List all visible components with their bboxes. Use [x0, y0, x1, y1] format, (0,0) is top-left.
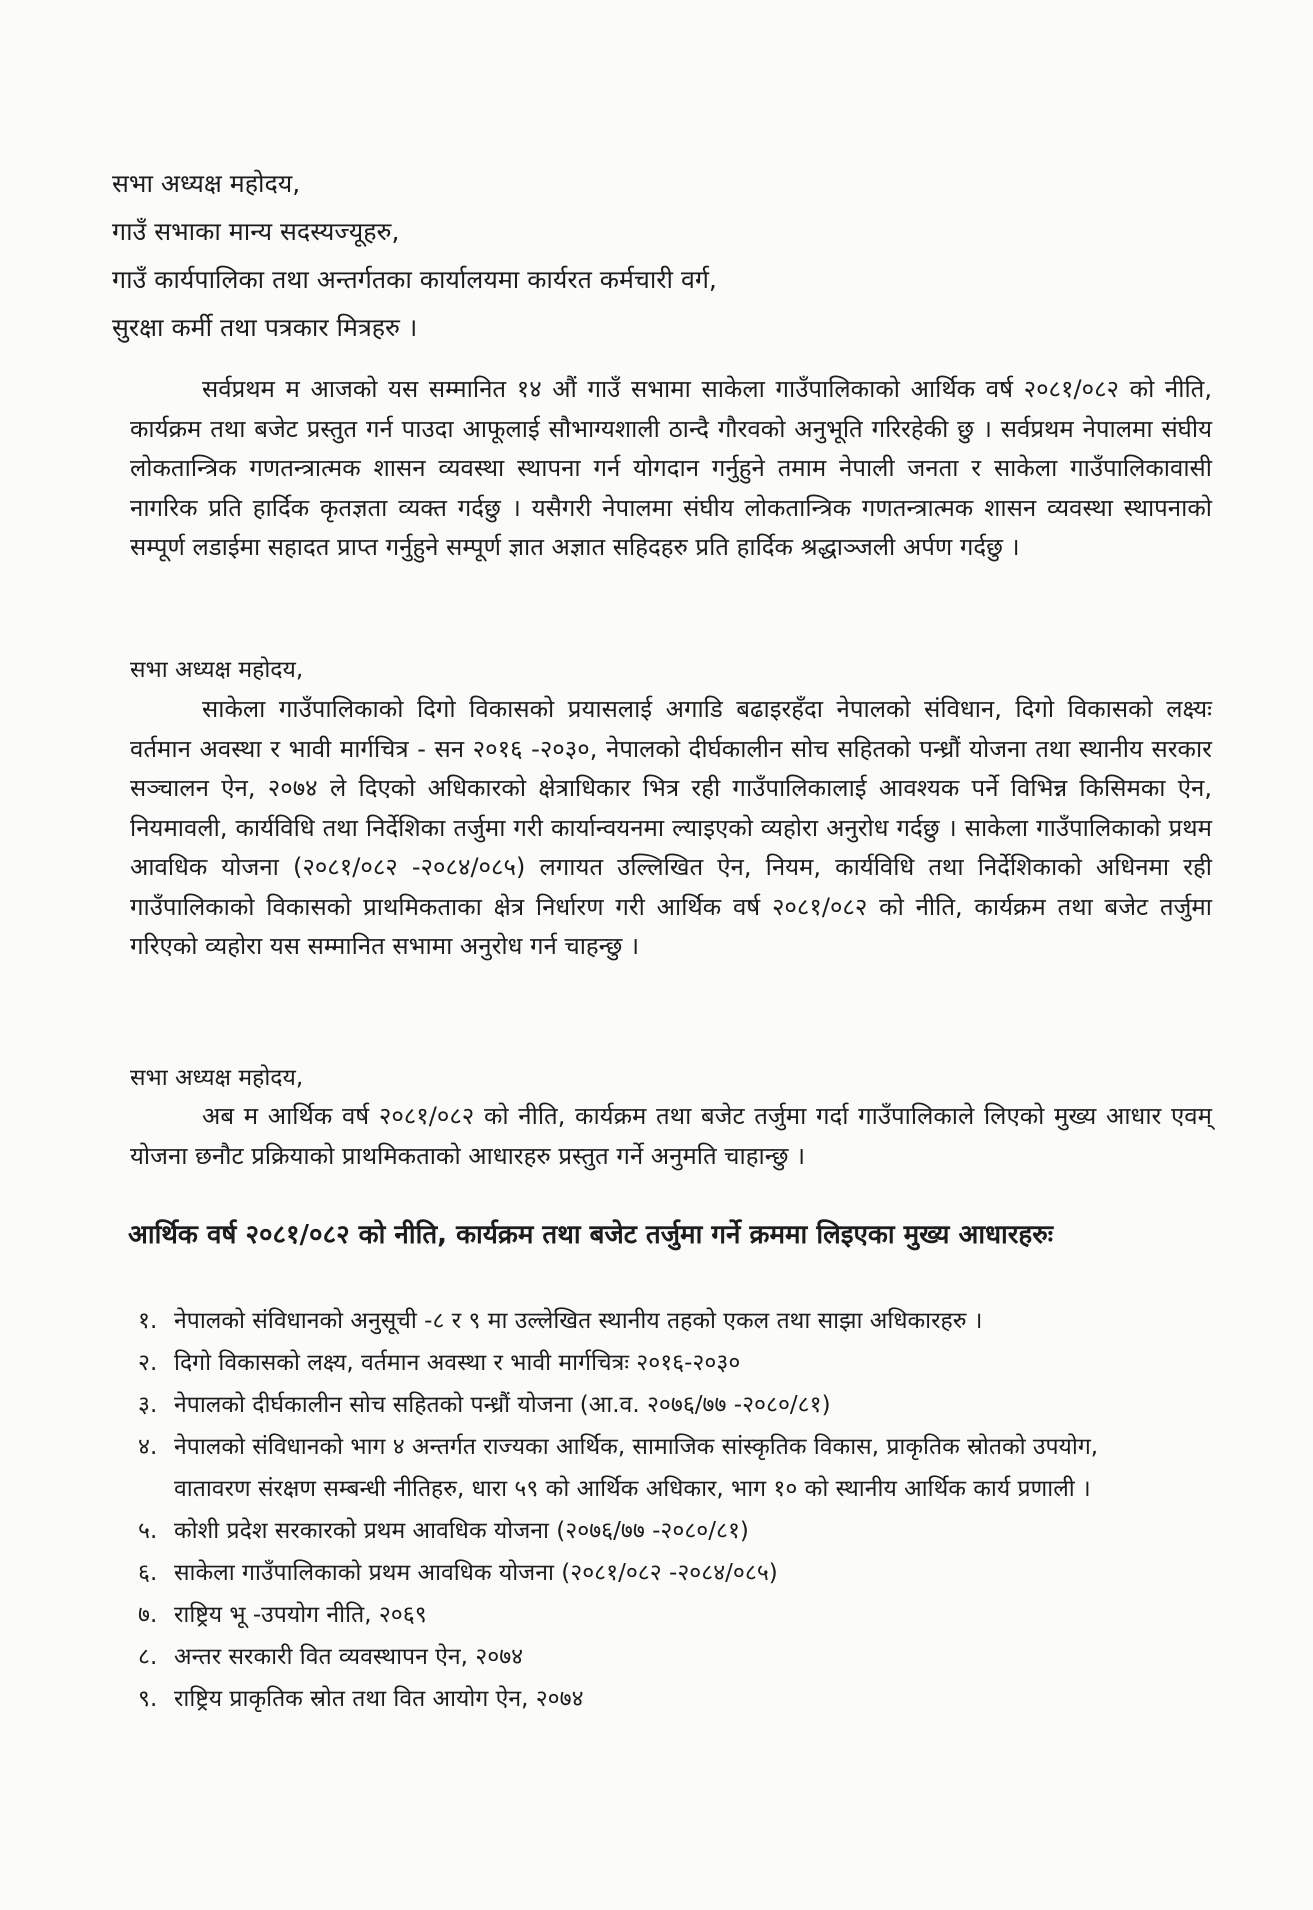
- address-chair: सभा अध्यक्ष महोदय,: [130, 1065, 304, 1091]
- list-item: [138, 1510, 1168, 1552]
- salutation-block: [112, 160, 1212, 352]
- basis-list: [138, 1300, 1168, 1720]
- list-text: राष्ट्रिय भू -उपयोग नीति, २०६९: [174, 1602, 427, 1628]
- list-number: ७.: [138, 1602, 158, 1628]
- section-title: आर्थिक वर्ष २०८१/०८२ को नीति, कार्यक्रम तथा बजेट तर्जुमा गर्ने क्रममा लिइएका मुख्य आधारहरुः: [128, 1220, 1054, 1250]
- list-text: कोशी प्रदेश सरकारको प्रथम आवधिक योजना (२०७६/७७ -२०८०/८१): [174, 1518, 749, 1544]
- list-number: ४.: [138, 1434, 158, 1460]
- list-number: १.: [138, 1308, 158, 1334]
- salutation-line: गाउँ कार्यपालिका तथा अन्तर्गतका कार्यालयमा कार्यरत कर्मचारी वर्ग,: [112, 265, 717, 294]
- address-chair: सभा अध्यक्ष महोदय,: [130, 657, 304, 683]
- development-paragraph: साकेला गाउँपालिकाको दिगो विकासको प्रयासलाई अगाडि बढाइरहँदा नेपालको संविधान, दिगो विकासको लक्ष्यः वर्तमान अवस्था र भावी मार्गचित्र - सन २०१६ -२०३०, नेपालको दीर्घकालीन सोच सहितको पन्ध्रौं योजना तथा स्थानीय सरकार सञ्चालन ऐन, २०७४ ले दिएको अधिकारको क्षेत्राधिकार भित्र रही गाउँपालिकालाई आवश्यक पर्ने विभिन्न किसिमका ऐन, नियमावली, कार्यविधि तथा निर्देशिका तर्जुमा गरी कार्यान्वयनमा ल्याइएको व्यहोरा अनुरोध गर्दछु । साकेला गाउँपालिकाको प्रथम आवधिक योजना (२०८१/०८२ -२०८४/०८५) लगायत उल्लिखित ऐन, नियम, कार्यविधि तथा निर्देशिकाको अधिनमा रही गाउँपालिकाको विकासको प्राथमिकताका क्षेत्र निर्धारण गरी आर्थिक वर्ष २०८१/०८२ को नीति, कार्यक्रम तथा बजेट तर्जुमा गरिएको व्यहोरा यस सम्मानित सभामा अनुरोध गर्न चाहन्छु ।: [130, 695, 1212, 960]
- list-number: ६.: [138, 1560, 158, 1586]
- list-number: ९.: [138, 1686, 158, 1712]
- list-item: [138, 1552, 1168, 1594]
- list-number: ८.: [138, 1644, 158, 1670]
- list-number: ३.: [138, 1392, 158, 1418]
- opening-paragraph: सर्वप्रथम म आजको यस सम्मानित १४ औं गाउँ सभामा साकेला गाउँपालिकाको आर्थिक वर्ष २०८१/०८२ को नीति, कार्यक्रम तथा बजेट प्रस्तुत गर्न पाउदा आफूलाई सौभाग्यशाली ठान्दै गौरवको अनुभूति गरिरहेकी छु । सर्वप्रथम नेपालमा संघीय लोकतान्त्रिक गणतन्त्रात्मक शासन व्यवस्था स्थापना गर्न योगदान गर्नुहुने तमाम नेपाली जनता र साकेला गाउँपालिकावासी नागरिक प्रति हार्दिक कृतज्ञता व्यक्त गर्दछु । यसैगरी नेपालमा संघीय लोकतान्त्रिक गणतन्त्रात्मक शासन व्यवस्था स्थापनाको सम्पूर्ण लडाईमा सहादत प्राप्त गर्नुहुने सम्पूर्ण ज्ञात अज्ञात सहिदहरु प्रति हार्दिक श्रद्धाञ्जली अर्पण गर्दछु ।: [130, 375, 1212, 561]
- list-number: २.: [138, 1350, 158, 1376]
- list-text: नेपालको संविधानको भाग ४ अन्तर्गत राज्यका आर्थिक, सामाजिक सांस्कृतिक विकास, प्राकृतिक स्रोतको उपयोग, वातावरण संरक्षण सम्बन्धी नीतिहरु, धारा ५९ को आर्थिक अधिकार, भाग १० को स्थानीय आर्थिक कार्य प्रणाली ।: [174, 1434, 1099, 1502]
- permission-paragraph: अब म आर्थिक वर्ष २०८१/०८२ को नीति, कार्यक्रम तथा बजेट तर्जुमा गर्दा गाउँपालिकाले लिएको मुख्य आधार एवम् योजना छनौट प्रक्रियाको प्राथमिकताको आधारहरु प्रस्तुत गर्ने अनुमति चाहान्छु ।: [130, 1102, 1212, 1170]
- list-text: नेपालको दीर्घकालीन सोच सहितको पन्ध्रौं योजना (आ.व. २०७६/७७ -२०८०/८१): [174, 1392, 831, 1418]
- list-text: नेपालको संविधानको अनुसूची -८ र ९ मा उल्लेखित स्थानीय तहको एकल तथा साझा अधिकारहरु ।: [174, 1308, 983, 1334]
- list-item: [138, 1636, 1168, 1678]
- list-text: दिगो विकासको लक्ष्य, वर्तमान अवस्था र भावी मार्गचित्रः २०१६-२०३०: [174, 1350, 741, 1376]
- list-item: [138, 1594, 1168, 1636]
- list-item: [138, 1384, 1168, 1426]
- salutation-line: सभा अध्यक्ष महोदय,: [112, 169, 301, 198]
- list-text: साकेला गाउँपालिकाको प्रथम आवधिक योजना (२०८१/०८२ -२०८४/०८५): [174, 1560, 778, 1586]
- salutation-line: सुरक्षा कर्मी तथा पत्रकार मित्रहरु ।: [112, 313, 418, 342]
- list-item: [138, 1342, 1168, 1384]
- salutation-line: गाउँ सभाका मान्य सदस्यज्यूहरु,: [112, 217, 400, 246]
- list-item: [138, 1426, 1168, 1510]
- list-item: [138, 1300, 1168, 1342]
- list-text: अन्तर सरकारी वित व्यवस्थापन ऐन, २०७४: [174, 1644, 524, 1670]
- list-number: ५.: [138, 1518, 158, 1544]
- list-text: राष्ट्रिय प्राकृतिक स्रोत तथा वित आयोग ऐन, २०७४: [174, 1686, 584, 1712]
- list-item: [138, 1678, 1168, 1720]
